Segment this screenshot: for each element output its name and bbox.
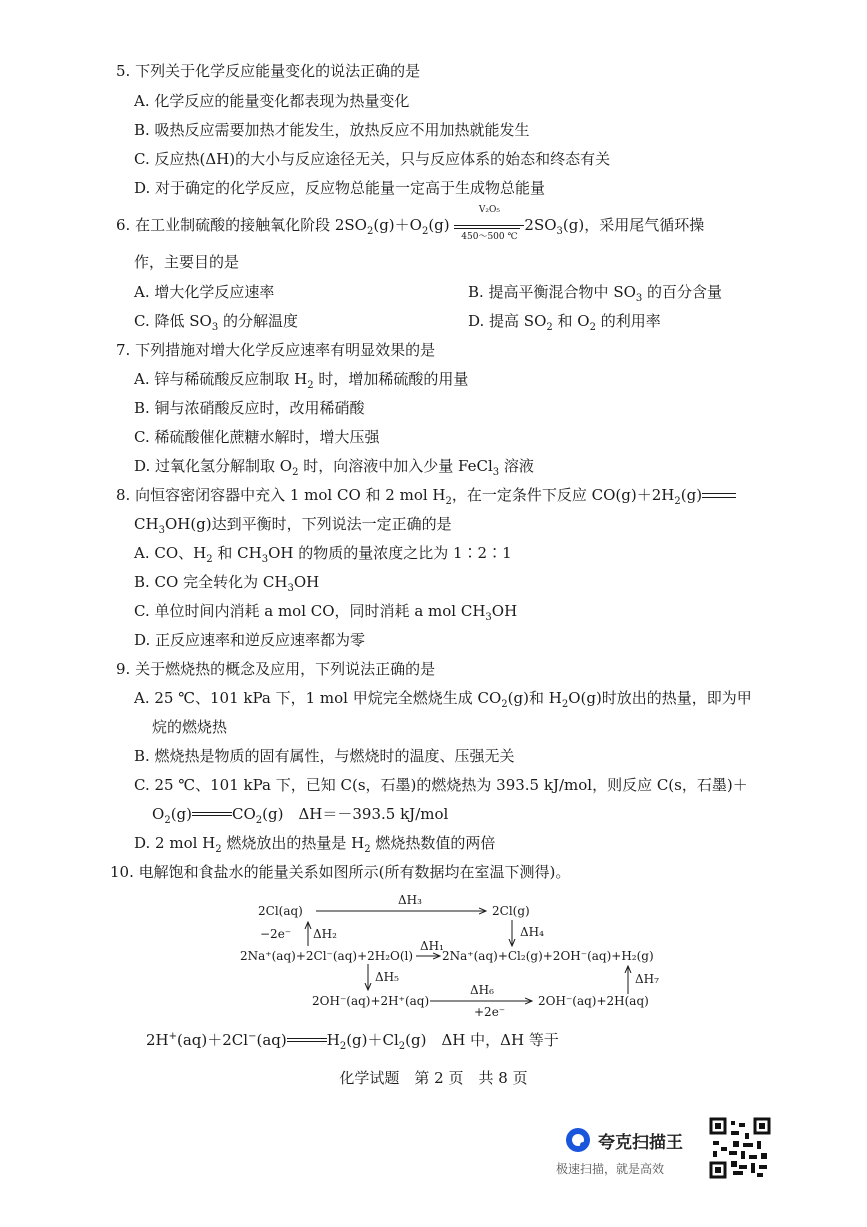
node-2cl-aq: 2Cl(aq) bbox=[258, 904, 303, 918]
q9-option-d: D. 2 mol $H_2$ 燃烧放出的热量是 $H_2$ 燃烧热数值的两倍 bbox=[134, 834, 496, 855]
watermark-brand: 夸克扫描王 bbox=[598, 1133, 683, 1153]
reversible-condition-arrow: $\frac{\text{V₂O₅}}{450\sim 500 ℃}$ bbox=[454, 217, 524, 235]
q6-option-d: D. 提高 $SO_2$ 和 $O_2$ 的利用率 bbox=[468, 312, 661, 333]
q5-option-d: D. 对于确定的化学反应，反应物总能量一定高于生成物总能量 bbox=[134, 179, 546, 197]
q5-option-a: A. 化学反应的能量变化都表现为热量变化 bbox=[134, 92, 410, 110]
q8-stem: 8. 向恒容密闭容器中充入 1 mol CO 和 2 mol $H_2$，在一定条件下反应 $CO(g)+2H_2(g)$ bbox=[116, 484, 736, 505]
q9-option-a-cont: 烷的燃烧热 bbox=[152, 718, 228, 736]
watermark-slogan: 极速扫描，就是高效 bbox=[556, 1162, 665, 1176]
q9-option-b: B. 燃烧热是物质的固有属性，与燃烧时的温度、压强无关 bbox=[134, 747, 515, 765]
q8-option-d: D. 正反应速率和逆反应速率都为零 bbox=[134, 631, 366, 649]
label-dh4: ΔH₄ bbox=[520, 925, 544, 939]
q7-option-d: D. 过氧化氢分解制取 $O_2$ 时，向溶液中加入少量 FeCl$_3$ 溶液 bbox=[134, 457, 534, 478]
label-dh6: ΔH₆ bbox=[470, 983, 494, 997]
label-plus2e: +2e⁻ bbox=[474, 1005, 506, 1019]
label-dh5: ΔH₅ bbox=[375, 970, 399, 984]
q5-option-b: B. 吸热反应需要加热才能发生，放热反应不用加热就能发生 bbox=[134, 121, 530, 139]
node-main-right: 2Na⁺(aq)+Cl₂(g)+2OH⁻(aq)+H₂(g) bbox=[442, 949, 654, 963]
q5-stem: 5. 下列关于化学反应能量变化的说法正确的是 bbox=[116, 62, 421, 80]
qr-code-icon[interactable] bbox=[709, 1117, 771, 1179]
node-2cl-g: 2Cl(g) bbox=[492, 904, 530, 918]
q7-option-c: C. 稀硫酸催化蔗糖水解时，增大压强 bbox=[134, 428, 380, 446]
label-dh2: ΔH₂ bbox=[313, 927, 337, 941]
equation-equals bbox=[287, 1037, 327, 1045]
q5-option-c: C. 反应热(ΔH)的大小与反应途径无关，只与反应体系的始态和终态有关 bbox=[134, 150, 611, 168]
q9-option-a: A. 25 ℃、101 kPa 下，1 mol 甲烷完全燃烧生成 $CO_2(g)$和 $H_2O(g)$时放出的热量，即为甲 bbox=[134, 689, 752, 710]
q8-option-b: B. CO 完全转化为 $CH_3OH$ bbox=[134, 573, 320, 594]
q8-option-a: A. CO、$H_2$ 和 $CH_3OH$ 的物质的量浓度之比为 1∶2∶1 bbox=[134, 544, 512, 565]
q10-stem: 10. 电解饱和食盐水的能量关系如图所示(所有数据均在室温下测得)。 bbox=[110, 863, 571, 881]
equation-equals bbox=[192, 811, 232, 819]
q6-stem: 6. 在工业制硫酸的接触氧化阶段 $2SO_2(g)+O_2(g)$ $\frac{\text{V₂O₅}}{450\sim 500 ℃}$ $2SO_3(g)$，采用尾气循环操 bbox=[116, 205, 705, 242]
q10-equation: 2H+(aq)＋2Cl−(aq) $H_2(g)+Cl_2(g)$ ΔH 中，ΔH 等于 bbox=[146, 1031, 559, 1052]
q7-option-a: A. 锌与稀硫酸反应制取 $H_2$ 时，增加稀硫酸的用量 bbox=[134, 370, 469, 391]
label-dh7: ΔH₇ bbox=[635, 972, 659, 986]
node-low-left: 2OH⁻(aq)+2H⁺(aq) bbox=[312, 994, 430, 1008]
page-footer: 化学试题 第 2 页 共 8 页 bbox=[339, 1069, 528, 1087]
reversible-arrow bbox=[702, 491, 736, 501]
label-minus2e: −2e⁻ bbox=[260, 927, 292, 941]
q9-stem: 9. 关于燃烧热的概念及应用，下列说法正确的是 bbox=[116, 660, 436, 678]
q8-stem-cont: $CH_3OH(g)$达到平衡时，下列说法一定正确的是 bbox=[134, 515, 452, 536]
q9-option-c: C. 25 ℃、101 kPa 下，已知 C(s，石墨)的燃烧热为 393.5 kJ/mol，则反应 C(s，石墨)＋ bbox=[134, 776, 748, 794]
q8-option-c: C. 单位时间内消耗 a mol CO，同时消耗 a mol $CH_3OH$ bbox=[134, 602, 518, 623]
label-dh1: ΔH₁ bbox=[420, 939, 444, 953]
node-main-left: 2Na⁺(aq)+2Cl⁻(aq)+2H₂O(l) bbox=[240, 949, 414, 963]
q6-option-c: C. 降低 $SO_3$ 的分解温度 bbox=[134, 312, 298, 333]
node-low-right: 2OH⁻(aq)+2H(aq) bbox=[538, 994, 649, 1008]
q6-option-a: A. 增大化学反应速率 bbox=[134, 283, 275, 301]
energy-diagram bbox=[230, 890, 670, 1020]
q6-option-b: B. 提高平衡混合物中 $SO_3$ 的百分含量 bbox=[468, 283, 723, 304]
quark-logo-icon bbox=[564, 1126, 592, 1154]
q6-stem-cont: 作，主要目的是 bbox=[134, 253, 240, 271]
q7-option-b: B. 铜与浓硝酸反应时，改用稀硝酸 bbox=[134, 399, 365, 417]
q9-option-c-cont: $O_2(g)$ $CO_2(g)$ ΔH＝－393.5 kJ/mol bbox=[152, 805, 449, 826]
label-dh3: ΔH₃ bbox=[398, 893, 422, 907]
q7-stem: 7. 下列措施对增大化学反应速率有明显效果的是 bbox=[116, 341, 436, 359]
